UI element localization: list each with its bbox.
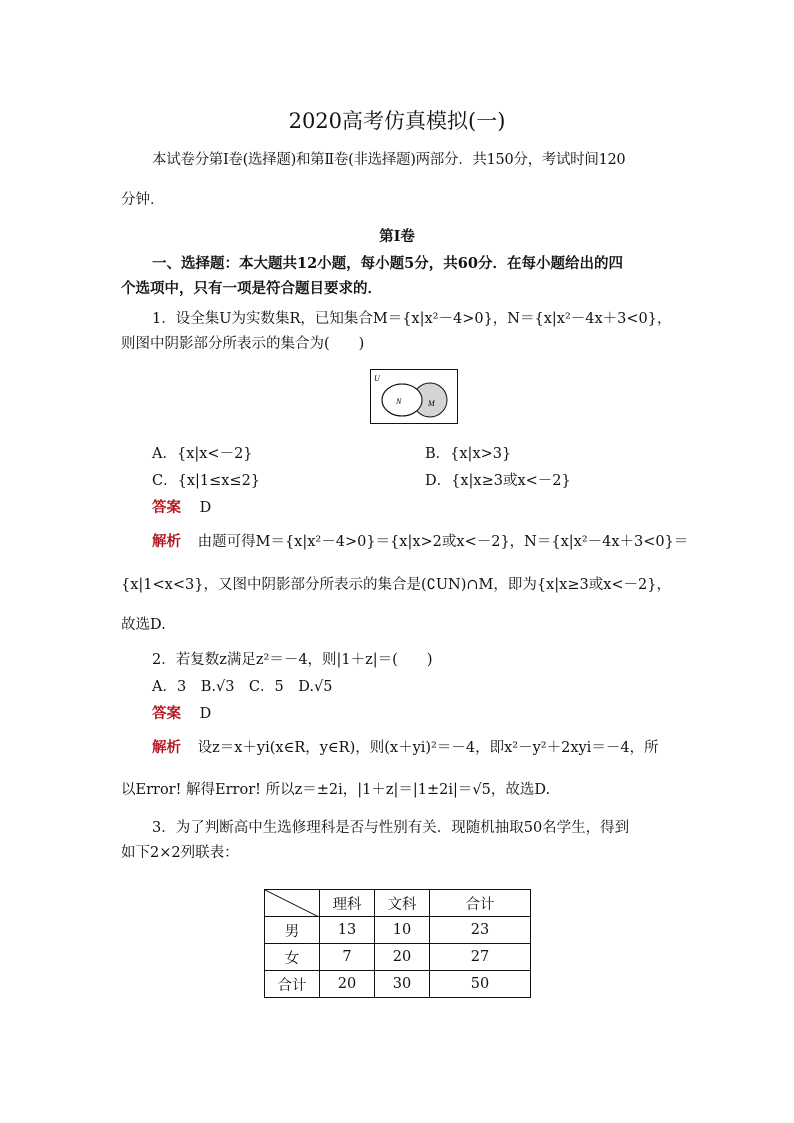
q3-stem-line-1: 3．为了判断高中生选修理科是否与性别有关．现随机抽取50名学生，得到	[152, 820, 630, 836]
q1-option-d: D．{x|x≥3或x<－2}	[425, 473, 571, 489]
q1-explanation-row-1	[152, 532, 712, 552]
q1-option-a: A．{x|x<－2}	[152, 446, 253, 462]
table-header-cell: 理科	[320, 890, 375, 917]
q1-option-c: C．{x|1≤x≤2}	[152, 473, 261, 489]
table-corner-cell	[265, 890, 320, 917]
table-cell: 30	[375, 971, 430, 998]
table-header-cell: 文科	[375, 890, 430, 917]
q1-explanation-label: 解析	[152, 533, 181, 550]
part1-line-1: 一、选择题：本大题共12小题，每小题5分，共60分．在每小题给出的四	[152, 255, 623, 272]
q2-explanation-row-1	[152, 738, 712, 758]
table-row	[265, 971, 531, 998]
intro-line-2: 分钟．	[121, 192, 165, 208]
table-row	[265, 944, 531, 971]
table-cell: 10	[375, 917, 430, 944]
intro-line-1: 本试卷分第Ⅰ卷(选择题)和第Ⅱ卷(非选择题)两部分．共150分，考试时间120	[152, 152, 626, 168]
table-cell: 13	[320, 917, 375, 944]
table-row	[265, 917, 531, 944]
q2-answer: D	[199, 706, 212, 722]
q1-answer-label: 答案	[152, 499, 181, 516]
q1-answer: D	[199, 500, 212, 516]
table-cell: 27	[430, 944, 531, 971]
q1-explanation-line-2: {x|1<x<3}，又图中阴影部分所表示的集合是(∁UN)∩M，即为{x|x≥3或x<－2}，	[121, 577, 671, 593]
table-cell: 男	[265, 917, 320, 944]
section-heading: 第Ⅰ卷	[379, 228, 415, 245]
q2-stem: 2．若复数z满足z²＝－4，则|1＋z|＝( )	[152, 652, 433, 668]
part1-line-2: 个选项中，只有一项是符合题目要求的．	[121, 280, 382, 297]
venn-diagram	[370, 369, 458, 424]
q2-answer-label: 答案	[152, 705, 181, 722]
table-cell: 50	[430, 971, 531, 998]
table-cell: 20	[375, 944, 430, 971]
table-cell: 合计	[265, 971, 320, 998]
q2-explanation-label: 解析	[152, 739, 181, 756]
venn-label-m: M	[428, 399, 435, 408]
q2-explanation-line-1: 设z＝x＋yi(x∈R，y∈R)，则(x＋yi)²＝－4，即x²－y²＋2xyi＝－4，所	[197, 740, 659, 756]
q1-option-b: B．{x|x>3}	[425, 446, 512, 462]
table-cell: 23	[430, 917, 531, 944]
table-cell: 女	[265, 944, 320, 971]
venn-label-u: U	[374, 374, 380, 383]
table-header-row	[265, 890, 531, 917]
q2-answer-row	[152, 704, 712, 724]
q3-stem-line-2: 如下2×2列联表：	[121, 845, 239, 861]
q1-stem-line-1: 1．设全集U为实数集R，已知集合M＝{x|x²－4>0}，N＝{x|x²－4x＋3<0}，	[152, 311, 672, 327]
q1-explanation-line-3: 故选D.	[121, 617, 166, 633]
table-cell: 20	[320, 971, 375, 998]
q1-stem-line-2: 则图中阴影部分所表示的集合为( )	[121, 336, 365, 352]
table-header-cell: 合计	[430, 890, 531, 917]
page-title: 2020高考仿真模拟(一)	[288, 109, 506, 133]
venn-label-n: N	[396, 397, 402, 406]
q1-explanation-line-1: 由题可得M＝{x|x²－4>0}＝{x|x>2或x<－2}，N＝{x|x²－4x＋3<0}＝	[197, 534, 689, 550]
q2-explanation-line-2: 以Error! 解得Error! 所以z＝±2i，|1＋z|＝|1±2i|＝√5，故选D.	[121, 782, 551, 798]
table-cell: 7	[320, 944, 375, 971]
contingency-table	[264, 889, 531, 998]
q1-answer-row	[152, 498, 712, 518]
q2-options: A．3 B.√3 C．5 D.√5	[152, 679, 333, 695]
diagonal-line	[265, 890, 319, 917]
